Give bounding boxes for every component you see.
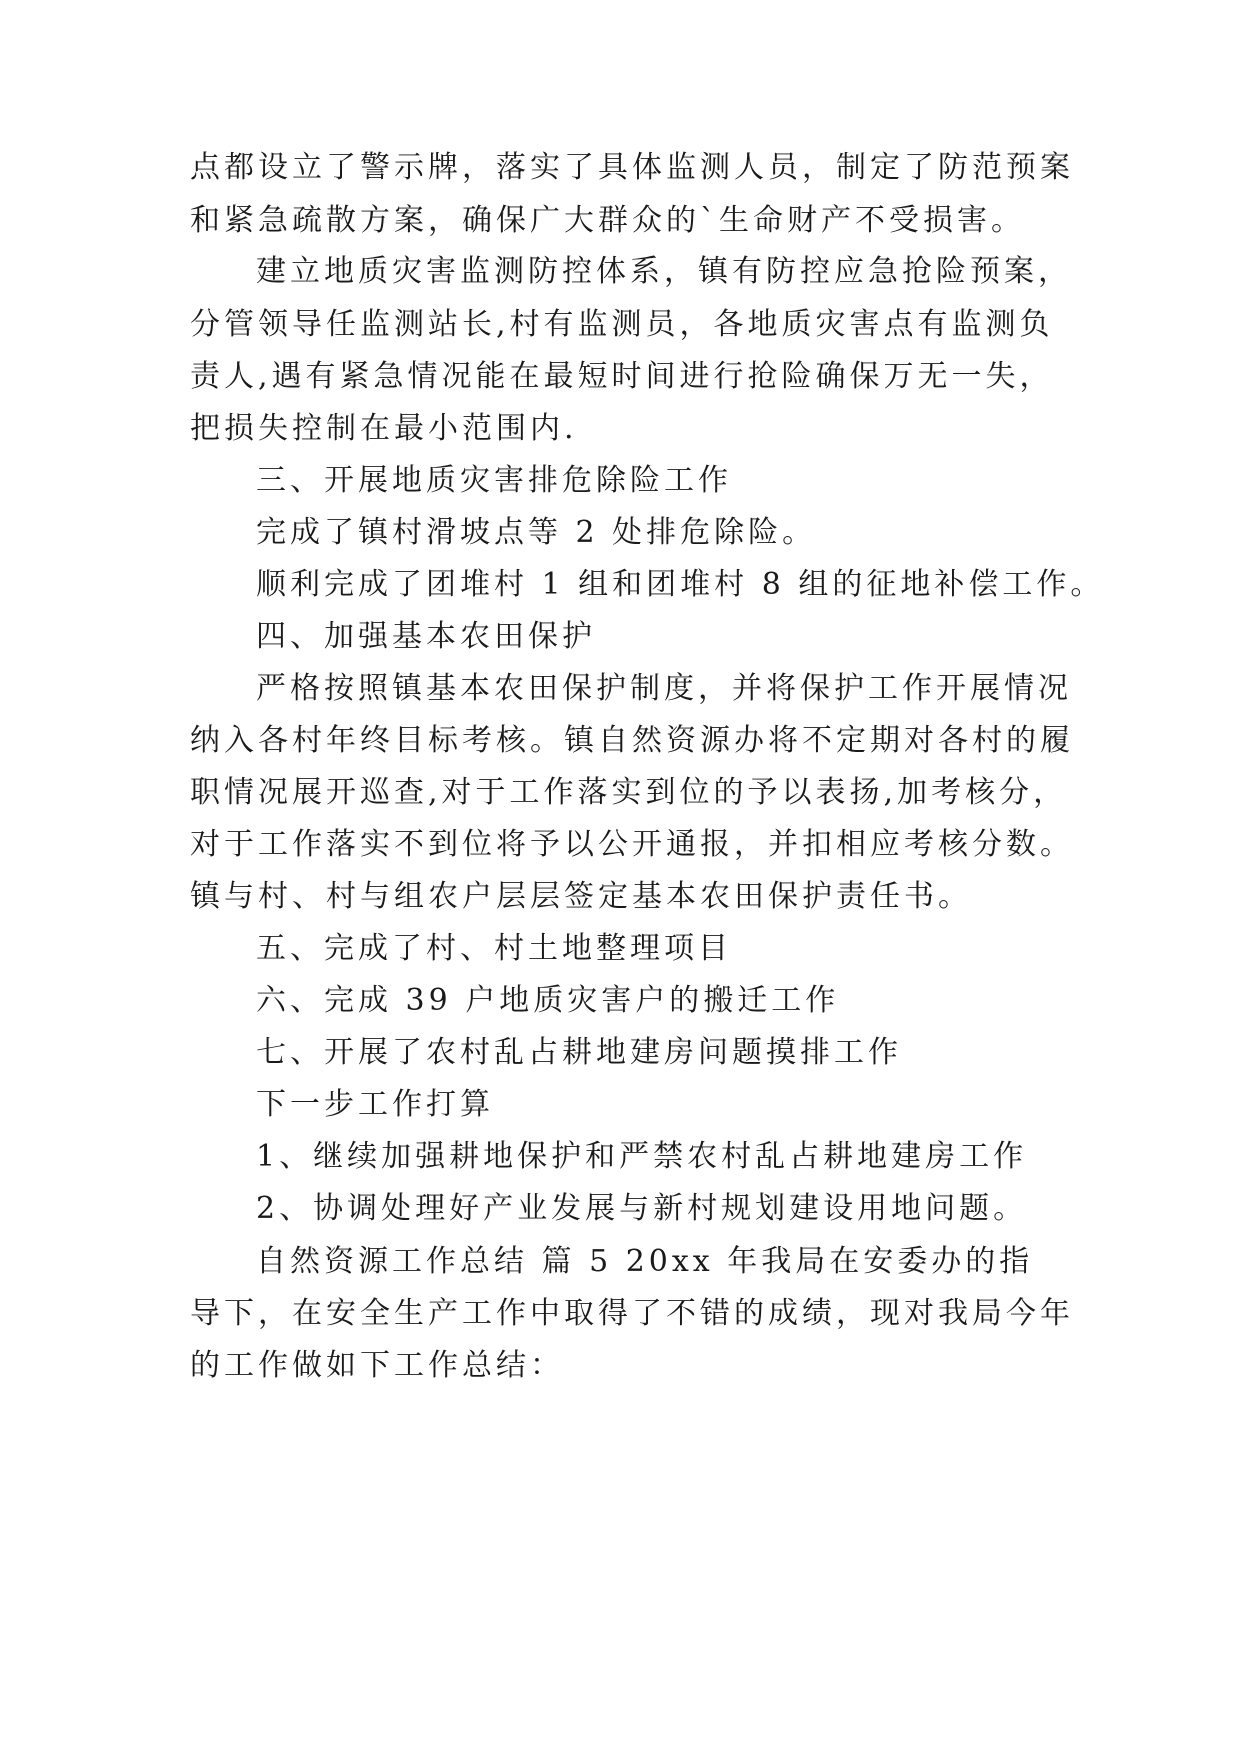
text-line: 镇与村、村与组农户层层签定基本农田保护责任书。 bbox=[190, 879, 972, 914]
text-line: 顺利完成了团堆村 1 组和团堆村 8 组的征地补偿工作。 bbox=[256, 567, 1105, 602]
section-heading: 五、完成了村、村土地整理项目 bbox=[256, 931, 732, 966]
text-line: 点都设立了警示牌，落实了具体监测人员，制定了防范预案 bbox=[190, 150, 1074, 185]
text-line: 的工作做如下工作总结： bbox=[190, 1348, 564, 1383]
text-line: 导下，在安全生产工作中取得了不错的成绩，现对我局今年 bbox=[190, 1296, 1074, 1331]
text-line: 严格按照镇基本农田保护制度，并将保护工作开展情况 bbox=[256, 671, 1072, 706]
text-line: 和紧急疏散方案，确保广大群众的`生命财产不受损害。 bbox=[190, 203, 1025, 238]
text-line: 自然资源工作总结 篇 5 20xx 年我局在安委办的指 bbox=[256, 1244, 1034, 1279]
list-item: 2、协调处理好产业发展与新村规划建设用地问题。 bbox=[256, 1191, 1028, 1226]
text-line: 责人,遇有紧急情况能在最短时间进行抢险确保万无一失， bbox=[190, 359, 1054, 394]
text-line: 纳入各村年终目标考核。镇自然资源办将不定期对各村的履 bbox=[190, 723, 1074, 758]
text-line: 分管领导任监测站长,村有监测员，各地质灾害点有监测负 bbox=[190, 307, 1054, 342]
section-heading: 下一步工作打算 bbox=[256, 1087, 494, 1122]
section-heading: 三、开展地质灾害排危除险工作 bbox=[256, 463, 732, 498]
section-heading: 七、开展了农村乱占耕地建房问题摸排工作 bbox=[256, 1035, 902, 1070]
section-heading: 六、完成 39 户地质灾害户的搬迁工作 bbox=[256, 983, 840, 1018]
text-line: 把损失控制在最小范围内. bbox=[190, 411, 578, 446]
list-item: 1、继续加强耕地保护和严禁农村乱占耕地建房工作 bbox=[256, 1139, 1028, 1174]
section-heading: 四、加强基本农田保护 bbox=[256, 619, 596, 654]
text-line: 对于工作落实不到位将予以公开通报，并扣相应考核分数。 bbox=[190, 827, 1074, 862]
text-line: 完成了镇村滑坡点等 2 处排危除险。 bbox=[256, 515, 817, 550]
text-line: 职情况展开巡查,对于工作落实到位的予以表扬,加考核分， bbox=[190, 775, 1068, 810]
text-line: 建立地质灾害监测防控体系，镇有防控应急抢险预案， bbox=[256, 254, 1072, 289]
